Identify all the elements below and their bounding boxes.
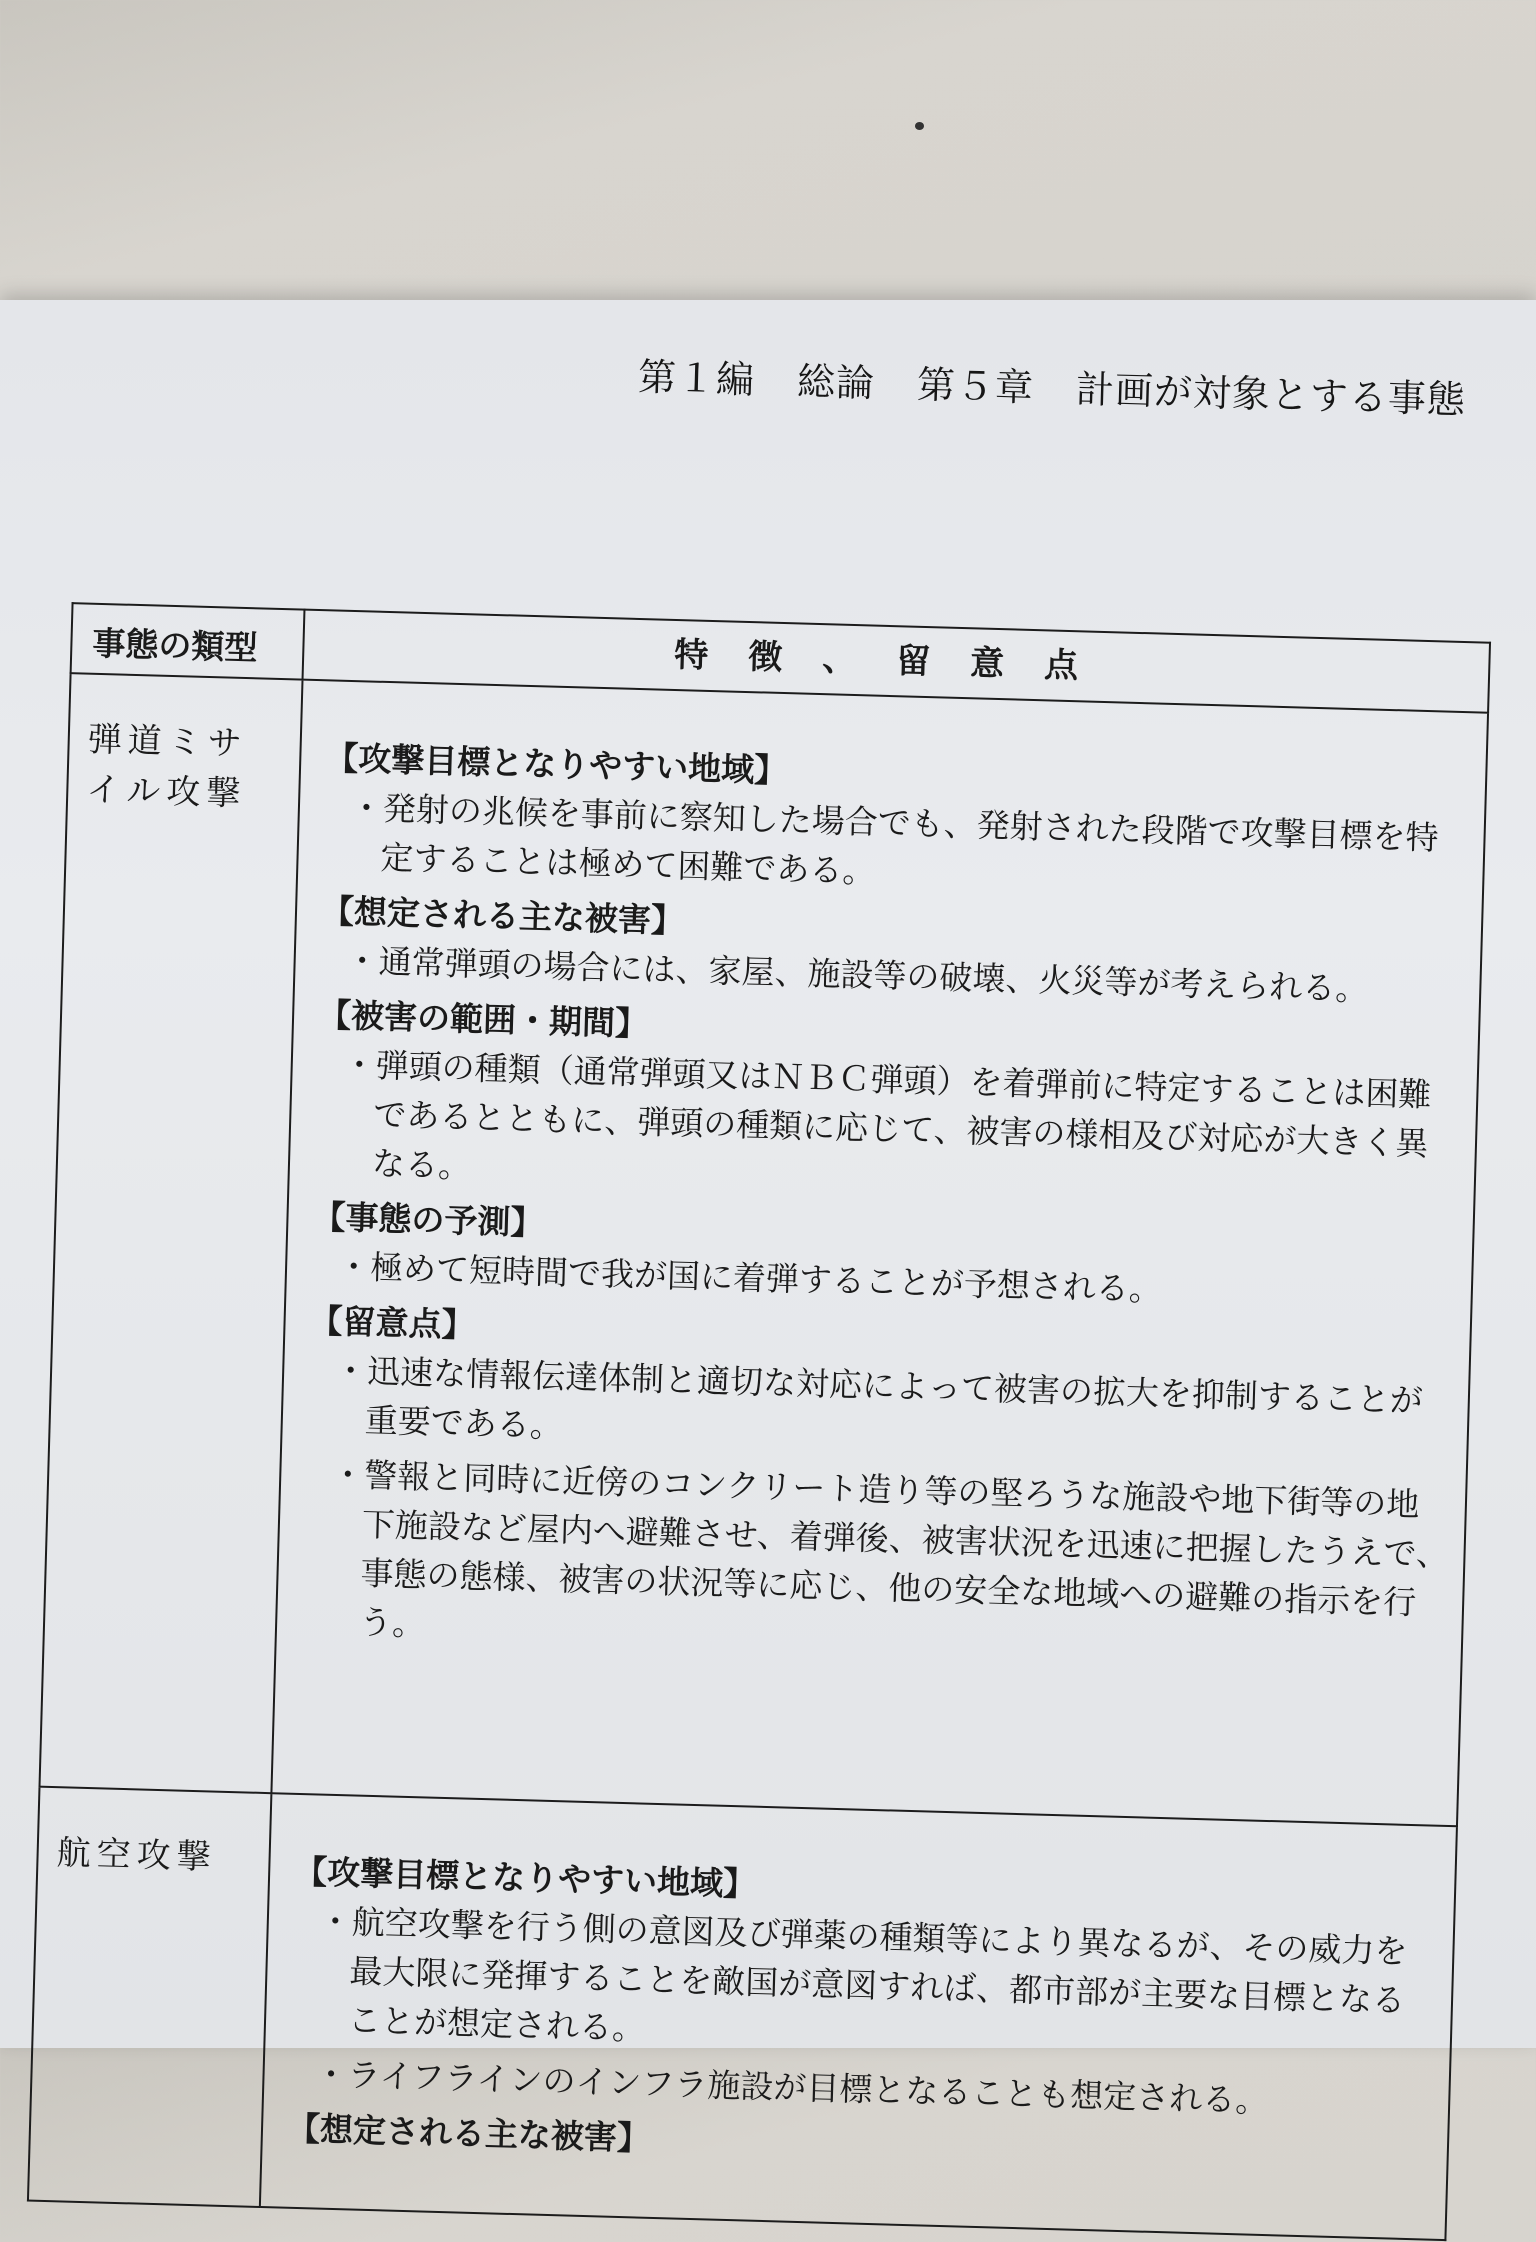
table-row <box>40 673 1489 1826</box>
bullet-item: ・ 迅速な情報伝達体制と適切な対応によって被害の拡大を抑制することが重要である。 <box>332 1346 1454 1475</box>
book-page <box>0 300 1536 2158</box>
section-title: 【攻撃目標となりやすい地域】 <box>293 1851 757 1904</box>
bullet-item: ・ 航空攻撃を行う側の意図及び弾薬の種類等により異なるが、その威力を最大限に発揮することを敵国が意図すれば、都市部が主要な目標となることが想定される。 <box>315 1897 1439 2075</box>
type-cell: 弾道ミサイル攻撃 <box>40 673 303 1793</box>
type-cell: 航空攻撃 <box>28 1787 271 2207</box>
bullet-item: ・ ライフラインのインフラ施設が目標となることも想定される。 <box>314 2049 1435 2129</box>
header-volume: 第１編 <box>637 354 756 403</box>
col-type-header: 事態の類型 <box>71 603 305 679</box>
bullet-item: ・ 通常弾頭の場合には、家屋、施設等の破壊、火災等が考えられる。 <box>345 936 1466 1016</box>
section-title: 【攻撃目標となりやすい地域】 <box>324 738 788 791</box>
bullet-item: ・ 極めて短時間で我が国に着弾することが予想される。 <box>336 1242 1457 1322</box>
running-header <box>637 346 1467 424</box>
bullet-item: ・ 弾頭の種類（通常弾頭又はＮＢＣ弾頭）を着弾前に特定することは困難であるとともに、弾頭の種類に応じて、被害の様相及び対応が大きく異なる。 <box>339 1040 1463 1218</box>
page-content <box>0 300 1535 2158</box>
table-row <box>28 1787 1457 2240</box>
section-title: 【被害の範囲・期間】 <box>317 995 649 1044</box>
bullet-item: ・ 警報と同時に近傍のコンクリート造り等の堅ろうな施設や地下街等の地下施設など屋内へ避難させ、着弾後、被害状況を迅速に把握したうえで、事態の態様、被害の状況等に応じ、他の安全な地域への避難の指示を行う。 <box>327 1450 1452 1677</box>
section-title: 【留意点】 <box>309 1301 476 1345</box>
col-feature-header: 特徴、留意点 <box>303 610 1490 713</box>
feature-cell <box>260 1793 1457 2240</box>
feature-cell <box>271 680 1488 1827</box>
header-chapter-title: 計画が対象とする事態 <box>1075 367 1467 422</box>
situation-table <box>27 602 1491 2241</box>
section-title: 【想定される主な被害】 <box>286 2108 651 2158</box>
dust-speck <box>915 122 924 130</box>
section-title: 【事態の予測】 <box>311 1197 544 1243</box>
section-title: 【想定される主な被害】 <box>320 891 685 941</box>
header-chapter: 第５章 <box>916 362 1035 410</box>
header-part: 総論 <box>796 359 876 406</box>
bullet-item: ・ 発射の兆候を事前に察知した場合でも、発射された段階で攻撃目標を特定することは極めて困難である。 <box>348 783 1470 912</box>
